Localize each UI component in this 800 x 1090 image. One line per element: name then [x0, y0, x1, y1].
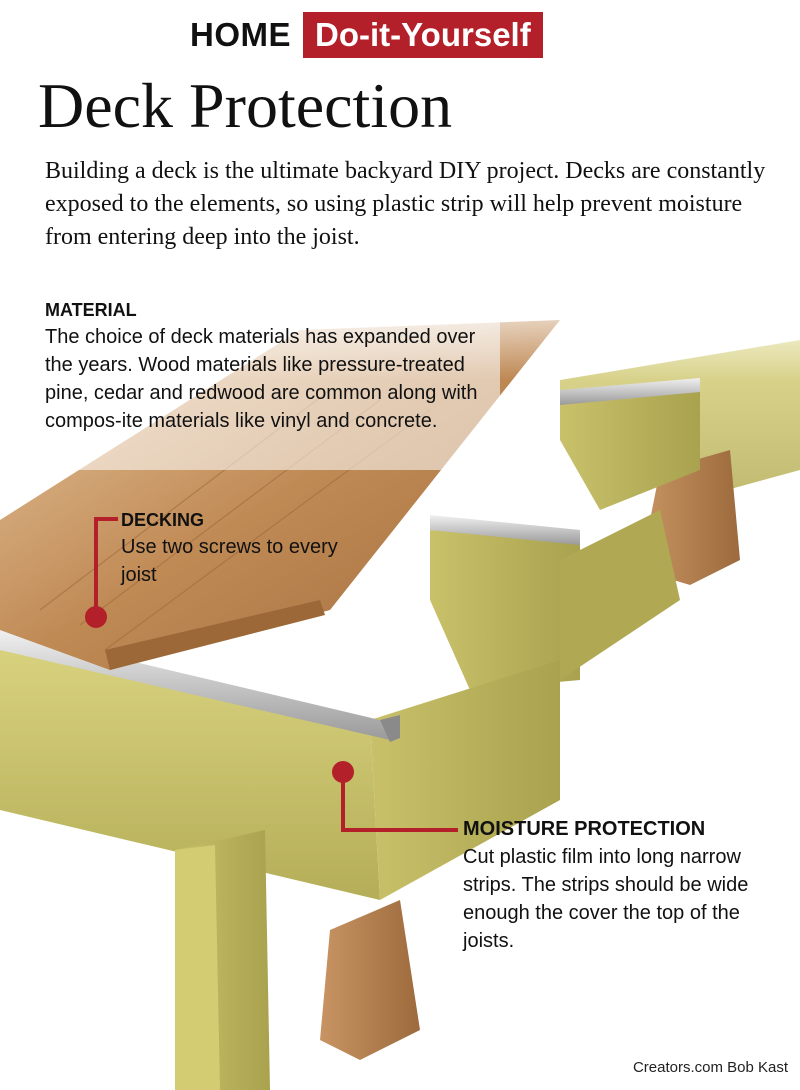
credit-line: Creators.com Bob Kast	[632, 1059, 788, 1076]
moisture-pointer-dot	[332, 761, 354, 783]
section-header	[190, 8, 543, 62]
home-label: HOME	[190, 16, 291, 53]
decking-heading: DECKING	[121, 510, 205, 530]
material-heading: MATERIAL	[45, 300, 137, 320]
section-badge: Do-it-Yourself	[303, 12, 543, 58]
intro-text: Building a deck is the ultimate backyard DIY project. Decks are constantly exposed to the elements, so using plastic strip will help prevent moisture from entering deep into the joist.	[45, 158, 766, 250]
decking-body: Use two screws to every joist	[121, 536, 338, 586]
decking-callout	[121, 510, 341, 589]
material-callout	[45, 300, 495, 435]
page-title: Deck Protection	[38, 70, 453, 141]
material-body: The choice of deck materials has expanded over the years. Wood materials like pressure-treated pine, cedar and redwood are common along with compos-ite materials like vinyl and concrete.	[45, 326, 478, 432]
moisture-callout	[463, 818, 783, 955]
moisture-heading: MOISTURE PROTECTION	[463, 818, 706, 840]
moisture-body: Cut plastic film into long narrow strips. The strips should be wide enough the cover the top of the joists.	[463, 846, 749, 952]
decking-pointer-dot	[85, 606, 107, 628]
footing-front	[320, 900, 420, 1060]
